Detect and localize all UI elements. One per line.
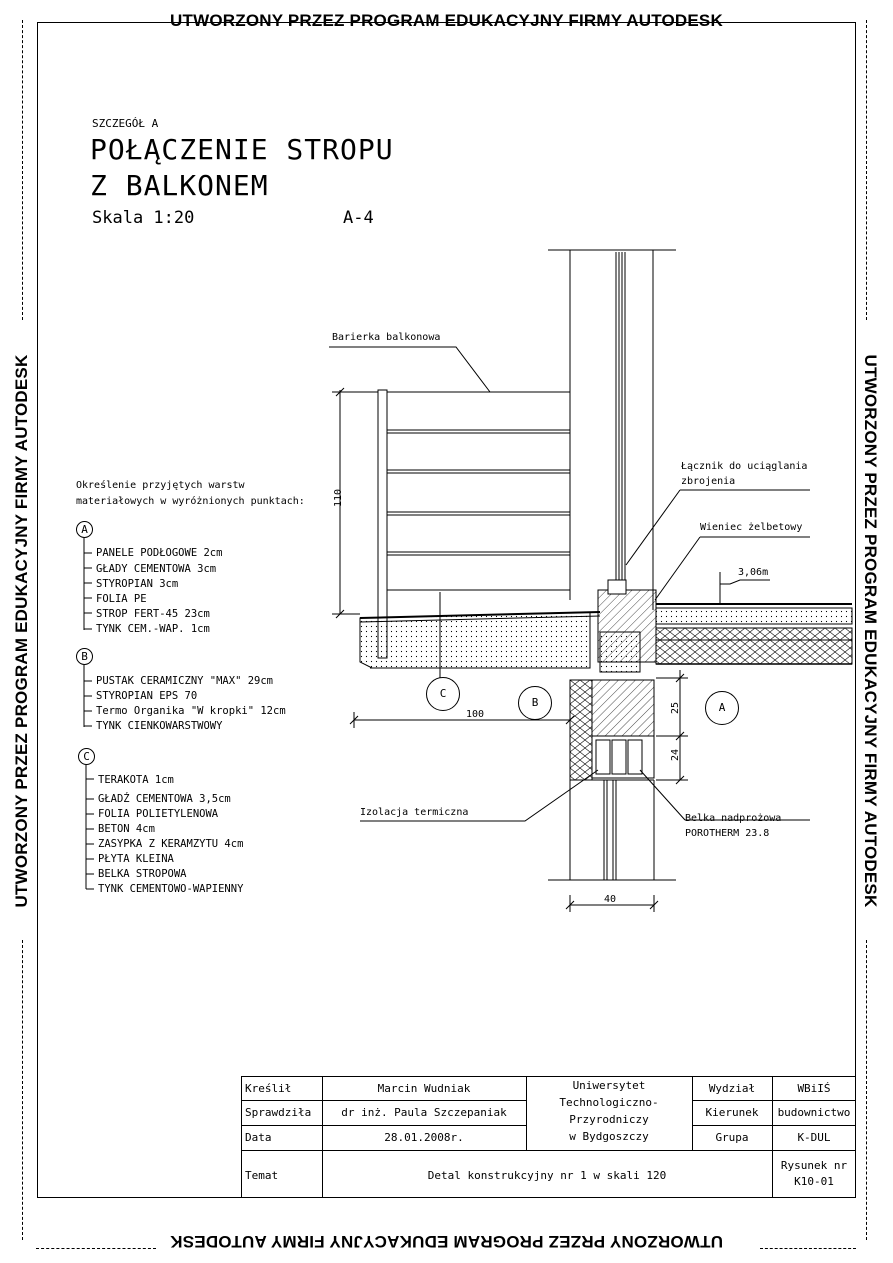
legend-layer: PANELE PODŁOGOWE 2cm <box>96 547 223 559</box>
legend-layer: GŁADY CEMENTOWA 3cm <box>96 563 217 575</box>
tb-checked-label: Sprawdziła <box>245 1106 312 1119</box>
tb-group: K-DUL <box>797 1131 831 1144</box>
tb-field: budownictwo <box>777 1106 851 1119</box>
tb-line <box>241 1150 856 1151</box>
dim-lintel-1: 25 <box>670 701 682 715</box>
tb-date: 28.01.2008r. <box>384 1131 464 1144</box>
tb-university-2: Technologiczno- <box>559 1096 659 1109</box>
dim-railing-height: 110 <box>333 488 345 508</box>
legend-layer: BETON 4cm <box>98 823 155 835</box>
label-connector: Łącznik do uciąglania <box>681 461 808 472</box>
tb-line <box>241 1125 526 1126</box>
callout-c: C <box>426 677 460 711</box>
tb-drawing-no-label: Rysunek nr <box>780 1159 848 1172</box>
legend-layer: TYNK CIENKOWARSTWOWY <box>96 720 223 732</box>
legend-marker-a: A <box>76 521 93 538</box>
tb-university-4: w Bydgoszczy <box>569 1130 649 1143</box>
sheet-format: A-4 <box>343 208 374 228</box>
legend-marker-b: B <box>76 648 93 665</box>
detail-label: SZCZEGÓŁ A <box>92 117 159 130</box>
tb-field-label: Kierunek <box>705 1106 759 1119</box>
legend-layer: TERAKOTA 1cm <box>98 774 174 786</box>
tb-line <box>692 1100 856 1101</box>
tb-drawn-label: Kreślił <box>245 1082 292 1095</box>
legend-layer: GŁADŹ CEMENTOWA 3,5cm <box>98 793 231 805</box>
dim-balcony-width: 100 <box>466 709 485 720</box>
legend-layer: STYROPIAN EPS 70 <box>96 690 198 702</box>
drawing-title-line2: Z BALKONEM <box>90 169 269 202</box>
label-lintel: Belka nadprożowa <box>685 813 782 824</box>
tb-drawing-no: K10-01 <box>794 1175 834 1188</box>
tb-drawn-by: Marcin Wudniak <box>377 1082 471 1095</box>
label-lintel-2: POROTHERM 23.8 <box>685 828 770 839</box>
watermark-left: UTWORZONY PRZEZ PROGRAM EDUKACYJNY FIRMY AUTODESK <box>12 354 31 908</box>
watermark-right: UTWORZONY PRZEZ PROGRAM EDUKACYJNY FIRMY AUTODESK <box>861 354 880 908</box>
tb-topic: Detal konstrukcyjny nr 1 w skali 120 <box>427 1169 667 1182</box>
legend-layer: FOLIA PE <box>96 593 147 605</box>
label-ring-beam: Wieniec żelbetowy <box>700 522 803 533</box>
watermark-top: UTWORZONY PRZEZ PROGRAM EDUKACYJNY FIRMY AUTODESK <box>170 11 723 30</box>
scale-label: Skala 1:20 <box>92 208 195 228</box>
tb-date-label: Data <box>245 1131 272 1144</box>
legend-layer: STROP FERT-45 23cm <box>96 608 210 620</box>
label-connector-2: zbrojenia <box>681 476 736 487</box>
tb-faculty-label: Wydział <box>708 1082 756 1095</box>
legend-layer: Termo Organika "W kropki" 12cm <box>96 705 286 717</box>
tb-line <box>241 1100 526 1101</box>
legend-layer: PUSTAK CERAMICZNY "MAX" 29cm <box>96 675 274 687</box>
tb-university-3: Przyrodniczy <box>569 1113 649 1126</box>
tb-line <box>692 1125 856 1126</box>
level-marker: 3,06m <box>738 567 769 578</box>
legend-layer: STYROPIAN 3cm <box>96 578 179 590</box>
legend-layer: BELKA STROPOWA <box>98 868 187 880</box>
legend-marker-c: C <box>78 748 95 765</box>
legend-layer: PŁYTA KLEINA <box>98 853 174 865</box>
legend-layer: FOLIA POLIETYLENOWA <box>98 808 219 820</box>
label-insulation: Izolacja termiczna <box>360 807 469 818</box>
tb-group-label: Grupa <box>715 1131 749 1144</box>
legend-layer: TYNK CEMENTOWO-WAPIENNY <box>98 883 244 895</box>
legend-intro: Określenie przyjętych warstw materiałowych w wyróżnionych punktach: <box>76 480 305 507</box>
legend-layer: TYNK CEM.-WAP. 1cm <box>96 623 210 635</box>
tb-topic-label: Temat <box>245 1169 279 1182</box>
label-barrier: Barierka balkonowa <box>332 332 441 343</box>
tb-faculty: WBiIŚ <box>797 1082 831 1095</box>
callout-a: A <box>705 691 739 725</box>
tb-university: Uniwersytet <box>572 1079 646 1092</box>
tb-checked-by: dr inż. Paula Szczepaniak <box>341 1106 507 1119</box>
dim-wall: 40 <box>604 894 617 905</box>
watermark-bottom: UTWORZONY PRZEZ PROGRAM EDUKACYJNY FIRMY AUTODESK <box>170 1232 723 1251</box>
legend-layer: ZASYPKA Z KERAMZYTU 4cm <box>98 838 244 850</box>
drawing-title-line1: POŁĄCZENIE STROPU <box>90 133 394 166</box>
dim-lintel-2: 24 <box>670 748 682 762</box>
callout-b: B <box>518 686 552 720</box>
